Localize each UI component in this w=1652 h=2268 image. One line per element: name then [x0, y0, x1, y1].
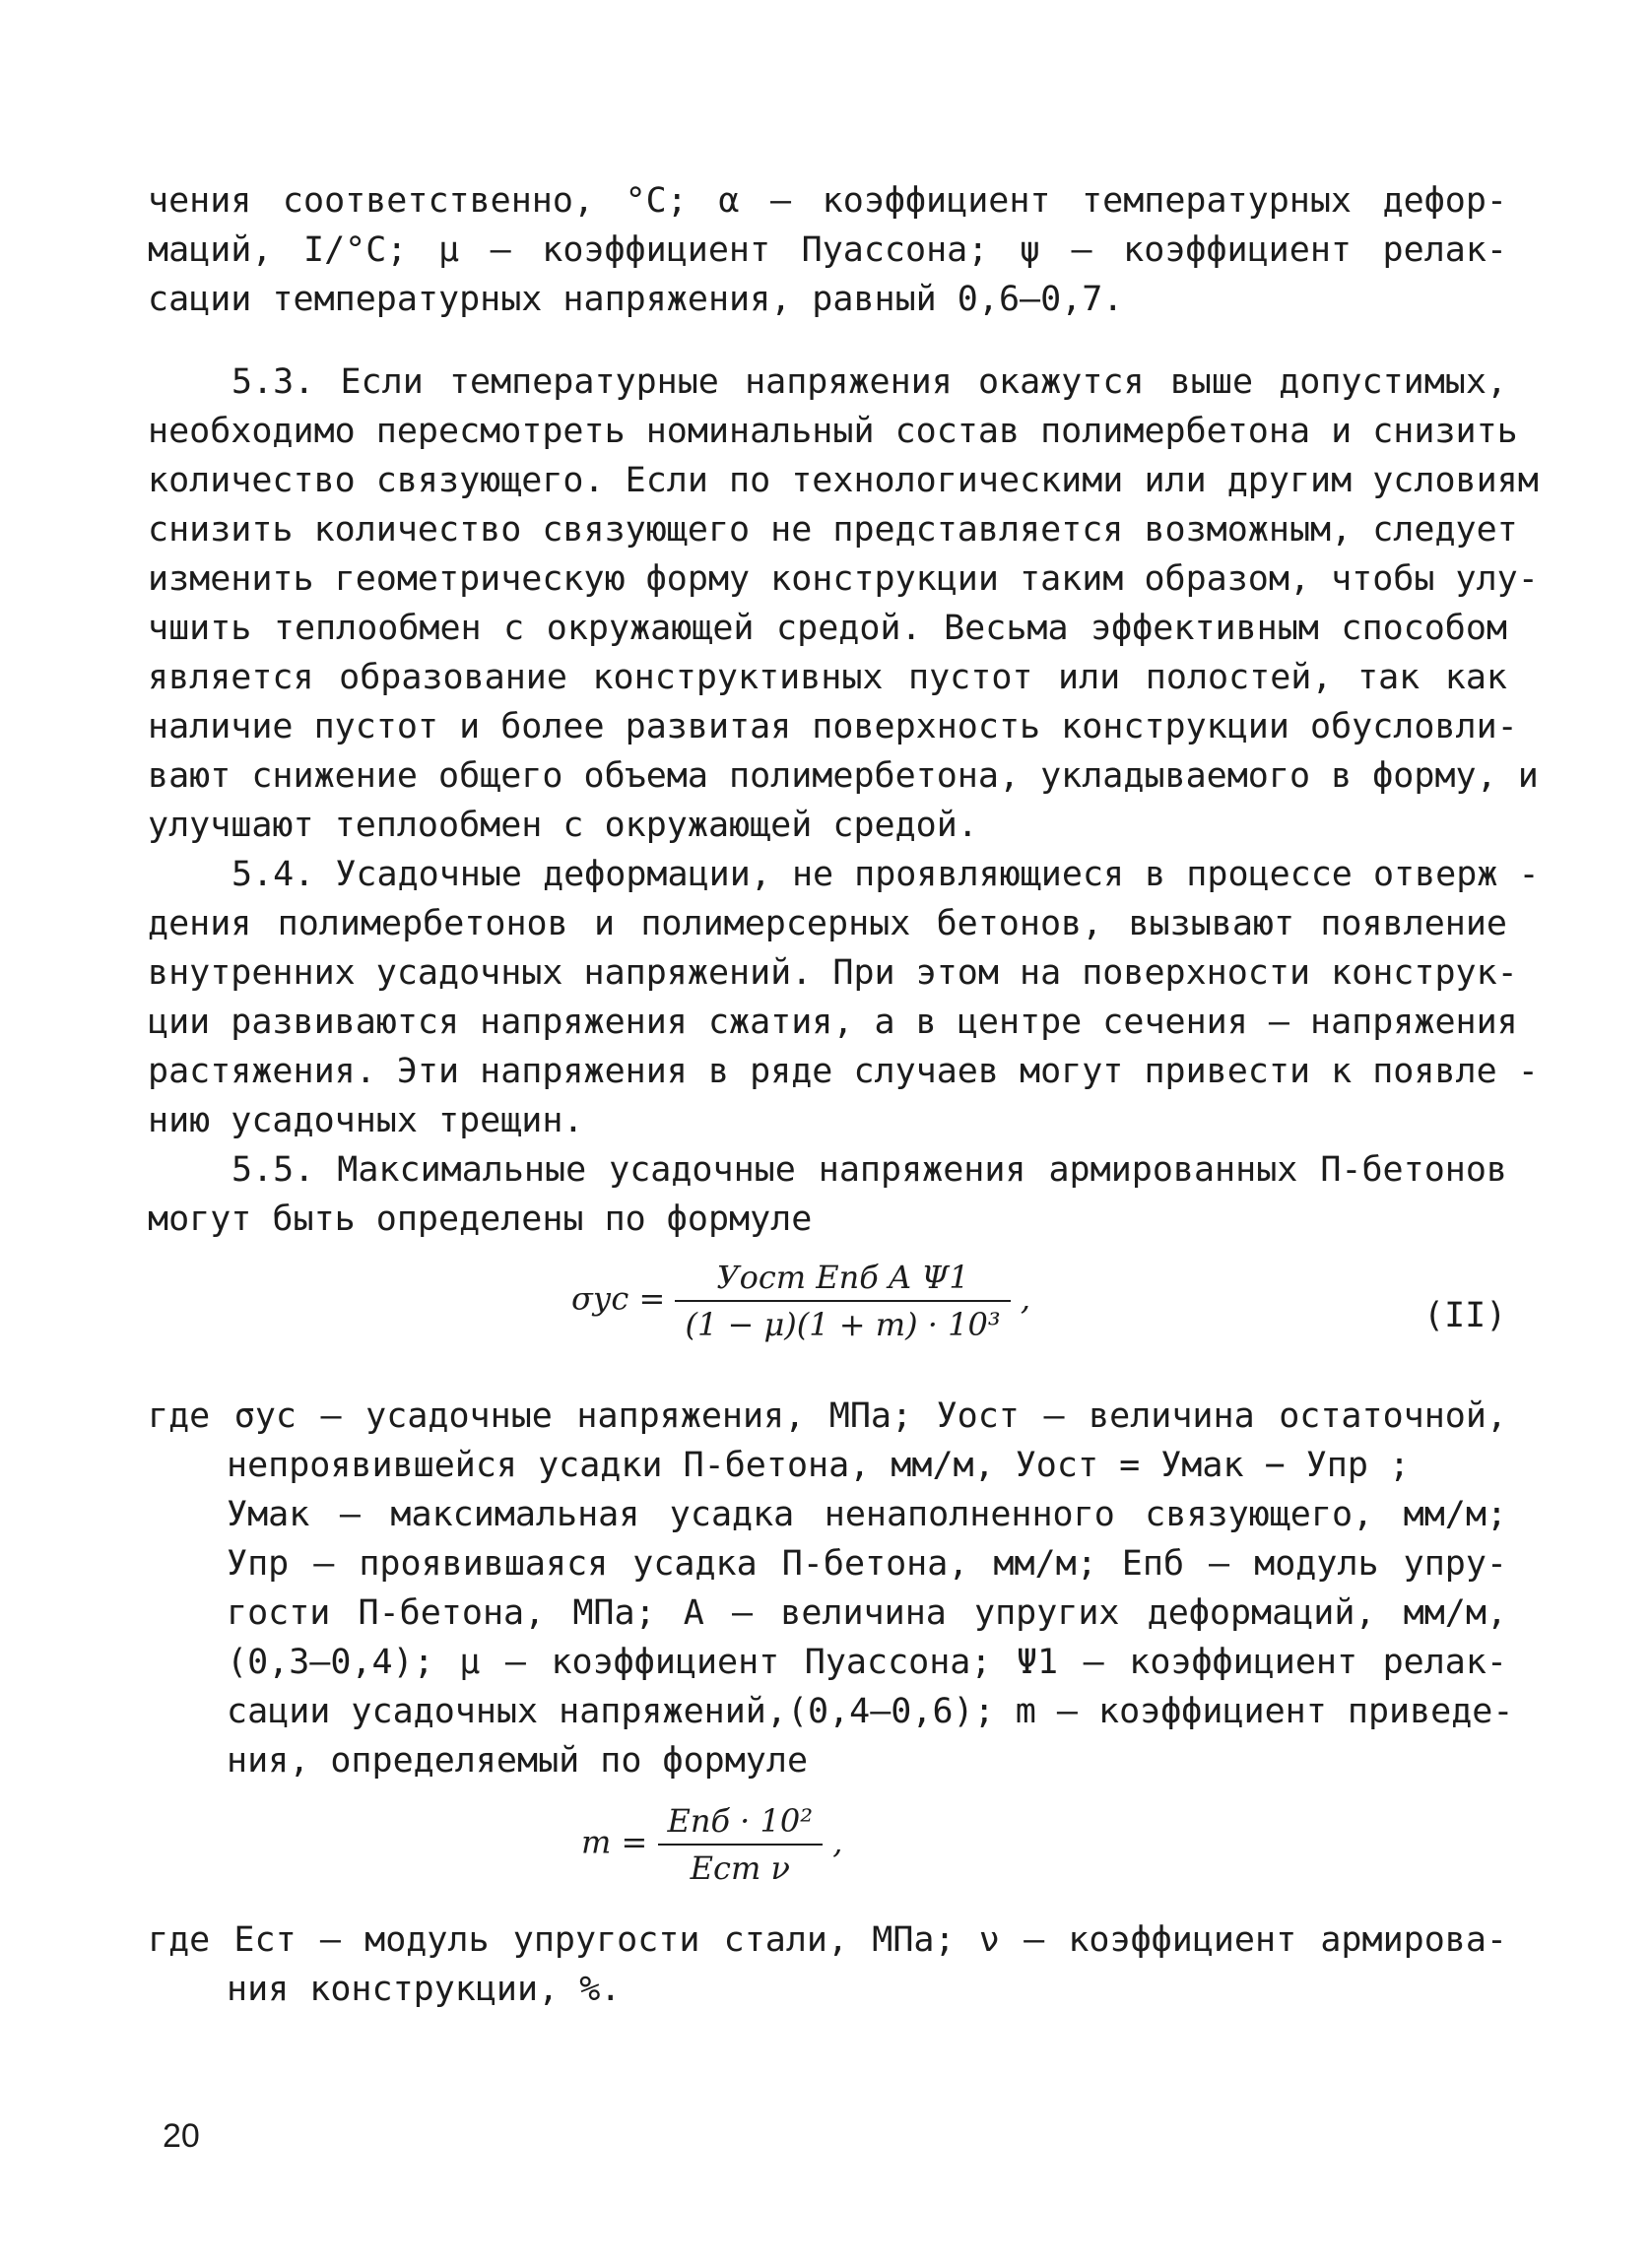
- section-5-3-first-line: 5.3. Если температурные напряжения окажутся выше допустимых,: [231, 362, 1507, 402]
- text-line: чшить теплообмен с окружающей средой. Весьма эффективным способом: [148, 609, 1507, 648]
- formula-shrinkage-stress: [571, 1259, 1030, 1343]
- text-line: ции развиваются напряжения сжатия, а в центре сечения – напряжения: [148, 1003, 1518, 1042]
- text-line: где σус – усадочные напряжения, МПа; Уост – величина остаточной,: [148, 1396, 1507, 1436]
- text-line: сации усадочных напряжений,(0,4–0,6); m – коэффициент приведе-: [227, 1692, 1514, 1731]
- text-line: наличие пустот и более развитая поверхность конструкции обусловли-: [148, 707, 1518, 746]
- formula-fraction: [658, 1802, 824, 1887]
- text-line: является образование конструктивных пустот или полостей, так как: [148, 658, 1507, 697]
- formula-trailing: ,: [832, 1823, 843, 1861]
- formula-lhs: σус =: [571, 1279, 666, 1318]
- text-line: снизить количество связующего не представляется возможным, следует: [148, 510, 1518, 550]
- section-5-5-first-line: 5.5. Максимальные усадочные напряжения армированных П-бетонов: [231, 1150, 1507, 1190]
- text-line: изменить геометрическую форму конструкции таким образом, чтобы улу-: [148, 559, 1539, 599]
- text-line: нию усадочных трещин.: [148, 1101, 584, 1140]
- equation-number: (II): [1423, 1296, 1507, 1335]
- formula-denominator: Eст ν: [690, 1849, 790, 1887]
- text-line: гости П-бетона, МПа; A – величина упругих деформаций, мм/м,: [227, 1593, 1507, 1633]
- formula-numerator: Eпб · 10²: [658, 1802, 824, 1846]
- text-line: Упр – проявившаяся усадка П-бетона, мм/м; Eпб – модуль упру-: [227, 1544, 1507, 1584]
- text-line: (0,3–0,4); μ – коэффициент Пуассона; Ψ1 – коэффициент релак-: [227, 1643, 1507, 1682]
- page-number: 20: [163, 2117, 200, 2155]
- text-line: необходимо пересмотреть номинальный состав полимербетона и снизить: [148, 412, 1518, 451]
- formula-lhs: m =: [581, 1823, 648, 1861]
- text-line: вают снижение общего объема полимербетона, укладываемого в форму, и: [148, 756, 1539, 796]
- section-5-4-first-line: 5.4. Усадочные деформации, не проявляющиеся в процессе отверж -: [231, 855, 1540, 894]
- text-line: могут быть определены по формуле: [148, 1199, 813, 1239]
- text-line: непроявившейся усадки П-бетона, мм/м, Уост = Умак − Упр ;: [227, 1446, 1411, 1485]
- formula-fraction: [675, 1259, 1010, 1343]
- formula-numerator: Уост Eпб A Ψ1: [675, 1259, 1010, 1302]
- formula-reduction-coefficient: [581, 1802, 842, 1887]
- text-line: внутренних усадочных напряжений. При этом на поверхности конструк-: [148, 953, 1518, 993]
- text-line: сации температурных напряжения, равный 0,6–0,7.: [148, 280, 1124, 319]
- text-line: ния конструкции, %.: [227, 1970, 622, 2009]
- text-line: ния, определяемый по формуле: [227, 1741, 809, 1781]
- text-line: растяжения. Эти напряжения в ряде случаев могут привести к появле -: [148, 1052, 1539, 1091]
- text-line: Умак – максимальная усадка ненаполненного связующего, мм/м;: [227, 1495, 1507, 1534]
- text-line: дения полимербетонов и полимерсерных бетонов, вызывают появление: [148, 904, 1507, 943]
- text-line: улучшают теплообмен с окружающей средой.: [148, 806, 978, 845]
- text-line: где Eст – модуль упругости стали, МПа; ν – коэффициент армирова-: [148, 1920, 1507, 1960]
- text-line: маций, I/°С; μ – коэффициент Пуассона; ψ – коэффициент релак-: [148, 230, 1507, 270]
- formula-denominator: (1 − μ)(1 + m) · 10³: [685, 1306, 1001, 1343]
- text-line: количество связующего. Если по технологическими или другим условиям: [148, 461, 1539, 500]
- formula-trailing: ,: [1020, 1279, 1030, 1318]
- text-line: чения соответственно, °С; α – коэффициент температурных дефор-: [148, 181, 1507, 221]
